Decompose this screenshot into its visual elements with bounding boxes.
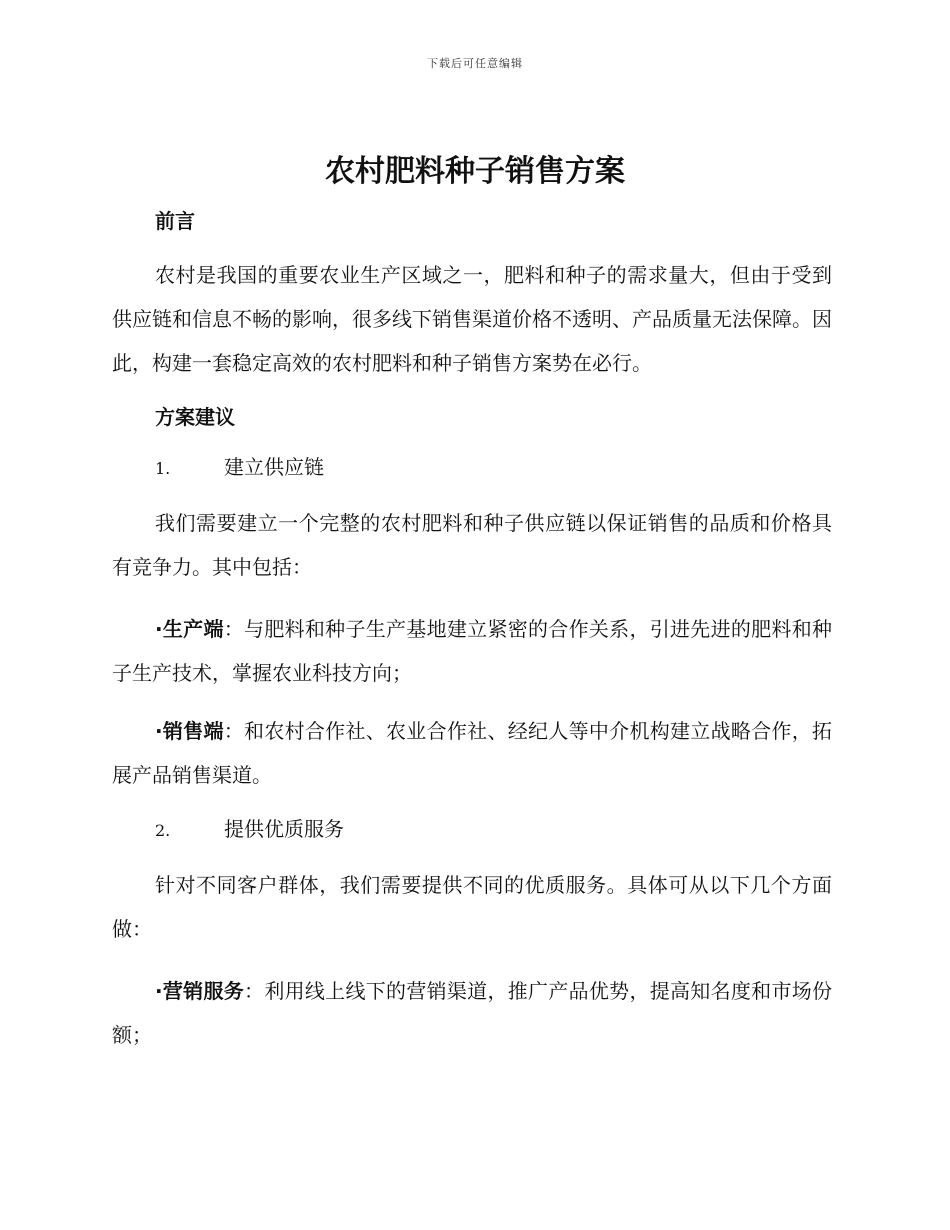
bullet-text: ：与肥料和种子生产基地建立紧密的合作关系，引进先进的肥料和种子生产技术，掌握农业科技方向； <box>112 617 833 685</box>
spacer <box>112 589 832 607</box>
spacer <box>112 487 832 501</box>
bullet-term: 生产端 <box>162 617 224 641</box>
bullet-marker: · <box>155 719 163 743</box>
proposal-heading: 方案建议 <box>155 405 235 429</box>
bullet-term: 销售端 <box>162 719 224 743</box>
item-number: 2. <box>155 821 171 840</box>
item-2-intro: 针对不同客户群体，我们需要提供不同的优质服务。具体可从以下几个方面做： <box>112 873 832 941</box>
numbered-item-1 <box>112 449 832 487</box>
spacer <box>112 385 832 399</box>
header-note: 下载后可任意编辑 <box>427 57 523 70</box>
preface-paragraph: 农村是我国的重要农业生产区域之一，肥料和种子的需求量大，但由于受到供应链和信息不畅的影响，很多线下销售渠道价格不透明、产品质量无法保障。因此，构建一套稳定高效的农村肥料和种子销售方案势在必行。 <box>112 263 832 375</box>
spacer <box>112 435 832 449</box>
bullet-production <box>112 607 832 695</box>
bullet-term: 营销服务 <box>162 979 245 1003</box>
item-title: 提供优质服务 <box>224 817 344 841</box>
bullet-marketing <box>112 969 832 1057</box>
bullet-text: ：和农村合作社、农业合作社、经纪人等中介机构建立战略合作，拓展产品销售渠道。 <box>112 719 833 787</box>
bullet-marker: · <box>155 617 163 641</box>
numbered-item-2 <box>112 811 832 849</box>
bullet-marker: · <box>155 979 163 1003</box>
item-1-intro: 我们需要建立一个完整的农村肥料和种子供应链以保证销售的品质和价格具有竞争力。其中包括： <box>112 511 832 579</box>
item-title: 建立供应链 <box>224 455 324 479</box>
spacer <box>112 797 832 811</box>
spacer <box>112 849 832 863</box>
document-body <box>112 203 832 1057</box>
bullet-sales <box>112 709 832 797</box>
document-title: 农村肥料种子销售方案 <box>325 154 625 189</box>
bullet-text: ：利用线上线下的营销渠道，推广产品优势，提高知名度和市场份额； <box>112 979 833 1047</box>
preface-heading: 前言 <box>155 209 195 233</box>
item-number: 1. <box>155 459 171 478</box>
spacer <box>112 239 832 253</box>
spacer <box>112 695 832 709</box>
spacer <box>112 951 832 969</box>
